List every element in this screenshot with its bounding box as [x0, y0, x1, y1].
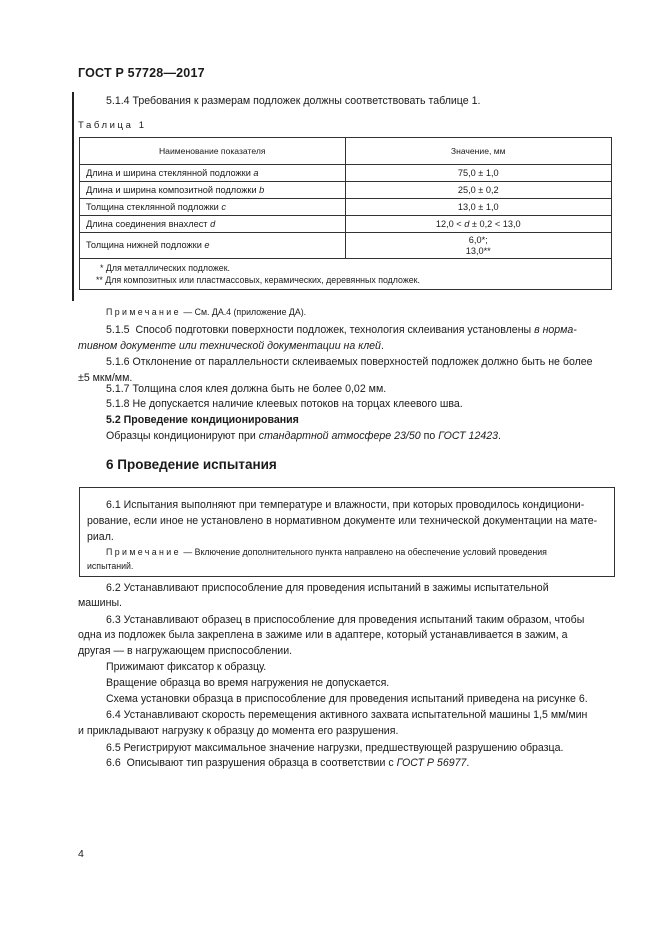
- table-caption: Таблица 1: [78, 120, 147, 131]
- note-6-1-line2: испытаний.: [87, 561, 134, 571]
- clause-6-3-line3: другая — в нагружающем приспособлении.: [78, 645, 293, 657]
- clause-5-1-7: 5.1.7 Толщина слоя клея должна быть не более 0,02 мм.: [106, 383, 387, 395]
- clause-6-3-line1: 6.3 Устанавливают образец в приспособление для проведения испытаний таким образом, чтобы: [106, 614, 585, 626]
- heading-5-2: 5.2 Проведение кондиционирования: [106, 414, 299, 426]
- document-code-header: ГОСТ Р 57728—2017: [78, 66, 205, 80]
- row-name-cell: Толщина нижней подложки e: [80, 233, 346, 259]
- clause-5-2-text: Образцы кондиционируют при стандартной атмосфере 23/50 по ГОСТ 12423.: [106, 430, 501, 442]
- clause-6-2-line1: 6.2 Устанавливают приспособление для проведения испытаний в зажимы испытательной: [106, 582, 549, 594]
- change-marker-bar: [72, 92, 74, 301]
- heading-6: 6 Проведение испытания: [106, 457, 277, 472]
- clause-6-1-line2: рование, если иное не установлено в нормативном документе или технической документации на мате-: [87, 515, 598, 527]
- clause-6-3-line4: Прижимают фиксатор к образцу.: [106, 661, 267, 673]
- clause-6-3-line6: Схема установки образца в приспособление для проведения испытаний приведена на рисунке 6.: [106, 693, 588, 705]
- table-row: [80, 233, 612, 259]
- clause-6-1-line3: риал.: [87, 531, 114, 543]
- table-header-row: [80, 138, 612, 165]
- table-row: [80, 182, 612, 199]
- row-value-cell: 12,0 < d ± 0,2 < 13,0: [345, 216, 612, 233]
- row-value-cell: 75,0 ± 1,0: [345, 165, 612, 182]
- footnote-2: ** Для композитных или пластмассовых, керамических, деревянных подложек.: [96, 275, 420, 285]
- table-note: Примечание — См. ДА.4 (приложение ДА).: [106, 307, 307, 317]
- clause-6-3-line5: Вращение образца во время нагружения не допускается.: [106, 677, 390, 689]
- row-name-cell: Толщина стеклянной подложки c: [80, 199, 346, 216]
- clause-5-1-4: 5.1.4 Требования к размерам подложек должны соответствовать таблице 1.: [106, 95, 481, 107]
- clause-5-1-8: 5.1.8 Не допускается наличие клеевых потоков на торцах клеевого шва.: [106, 398, 463, 410]
- row-value-cell: 25,0 ± 0,2: [345, 182, 612, 199]
- table-1: [79, 137, 612, 290]
- clause-6-4-line1: 6.4 Устанавливают скорость перемещения активного захвата испытательной машины 1,5 мм/мин: [106, 709, 588, 721]
- row-name-cell: Длина и ширина композитной подложки b: [80, 182, 346, 199]
- clause-6-5: 6.5 Регистрируют максимальное значение нагрузки, предшествующей разрушению образца.: [106, 742, 564, 754]
- row-value-cell: 6,0*; 13,0**: [345, 233, 612, 259]
- note-6-1-line1: Примечание — Включение дополнительного пункта направлено на обеспечение условий проведения: [106, 547, 547, 557]
- clause-6-1-line1: 6.1 Испытания выполняют при температуре и влажности, при которых проводилось кондициони-: [106, 499, 585, 511]
- clause-6-2-line2: машины.: [78, 597, 122, 609]
- table-footnotes-row: [80, 259, 612, 290]
- clause-6-6: 6.6 Описывают тип разрушения образца в соответствии с ГОСТ Р 56977.: [106, 757, 470, 769]
- column-header-value: Значение, мм: [345, 138, 612, 165]
- clause-5-1-5-line1: 5.1.5 Способ подготовки поверхности подложек, технология склеивания установлены в норма-: [106, 324, 577, 336]
- table-row: [80, 216, 612, 233]
- row-name-cell: Длина соединения внахлест d: [80, 216, 346, 233]
- row-name-cell: Длина и ширина стеклянной подложки a: [80, 165, 346, 182]
- clause-6-4-line2: и прикладывают нагрузку к образцу до момента его разрушения.: [78, 725, 399, 737]
- footnote-1: * Для металлических подложек.: [100, 263, 230, 273]
- table-row: [80, 165, 612, 182]
- clause-5-1-6-line2: ±5 мкм/мм.: [78, 372, 133, 384]
- page-number: 4: [78, 848, 84, 860]
- column-header-name: Наименование показателя: [80, 138, 346, 165]
- clause-5-1-6-line1: 5.1.6 Отклонение от параллельности склеиваемых поверхностей подложек должно быть не более: [106, 356, 593, 368]
- clause-6-3-line2: одна из подложек была закреплена в зажиме или в адаптере, который устанавливается в зажим, а: [78, 629, 568, 641]
- clause-5-1-5-line2: тивном документе или технической документации на клей.: [78, 340, 384, 352]
- table-footnotes: [80, 259, 612, 290]
- table-row: [80, 199, 612, 216]
- row-value-cell: 13,0 ± 1,0: [345, 199, 612, 216]
